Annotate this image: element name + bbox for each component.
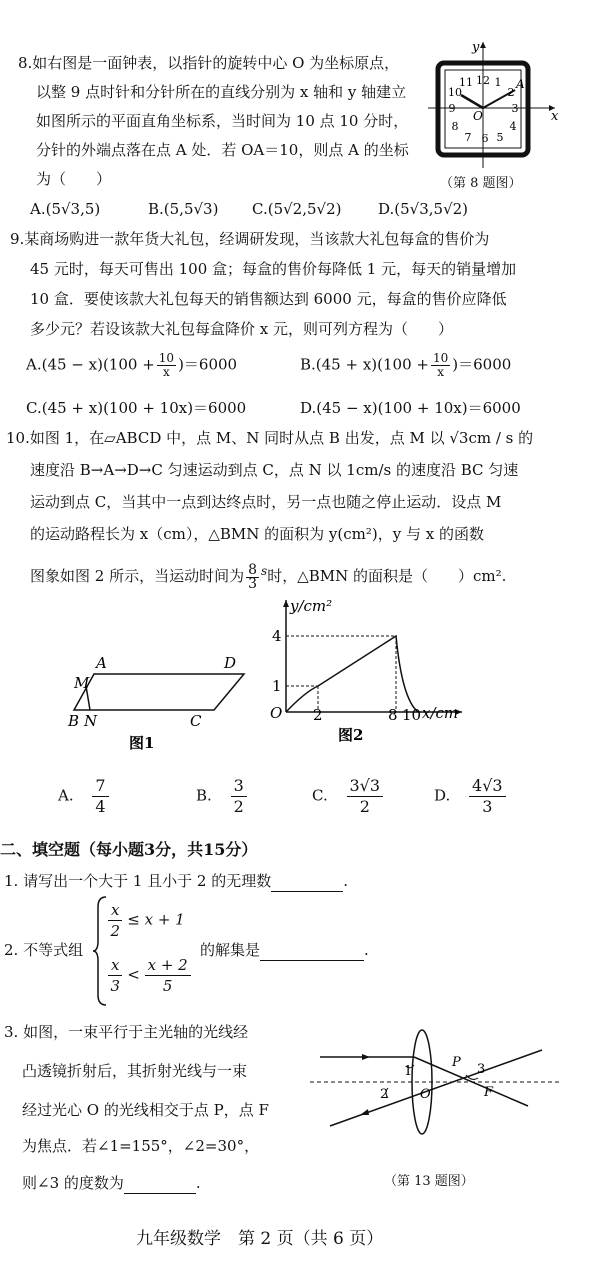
clock-number: 10: [448, 86, 462, 99]
q10-line5-pre: 图象如图 2 所示，当运动时间为: [30, 567, 245, 585]
page-footer: 九年级数学 第 2 页（共 6 页）: [136, 1229, 384, 1249]
q13-line-1: 3. 如图，一束平行于主光轴的光线经: [4, 1023, 249, 1041]
q9-b-den: x: [437, 365, 444, 379]
clock-number: 9: [448, 102, 456, 115]
q13-last-text: 则∠3 的度数为: [22, 1174, 124, 1192]
q10-a-num: 7: [92, 776, 108, 797]
q8-clock-figure: [428, 38, 560, 168]
q10-line-5: [30, 556, 506, 591]
q8-option-b: B.(5,5√3): [148, 200, 219, 218]
q9-line-4: 多少元？若设该款大礼包每盒降价 x 元，则可列方程为（ ）: [30, 320, 453, 338]
q10-time-unit: s: [261, 564, 268, 578]
q12-ineq2-fraction: [108, 955, 122, 996]
q8-line-5: 为（ ）: [36, 170, 112, 188]
q9-line-3: 10 盒．要使该款大礼包每天的销售额达到 6000 元，每盒的售价应降低: [30, 290, 507, 308]
q10-time-den: 3: [248, 575, 258, 592]
fig1-label-d: D: [224, 654, 237, 672]
fig2-origin: O: [270, 704, 283, 722]
q13-label-p: P: [452, 1055, 461, 1070]
q10-time-fraction: [246, 561, 259, 592]
q12-answer-blank: [260, 940, 364, 961]
q9-line-2: 45 元时，每天可售出 100 盒；每盒的售价每降低 1 元，每天的销量增加: [30, 260, 517, 278]
q8-option-d: D.(5√3,5√2): [378, 200, 469, 218]
x-axis-label: x: [551, 109, 559, 124]
origin-label: O: [473, 109, 483, 123]
q13-label-f: F: [484, 1085, 494, 1100]
q13-angle-3: 3: [477, 1062, 486, 1077]
q8-option-a: A.(5√3,5): [30, 200, 101, 218]
q9-a-post: )＝6000: [178, 355, 238, 374]
fig1-label-m: M: [74, 674, 90, 692]
y-axis-label: y: [472, 40, 480, 55]
q12-brace: [92, 895, 108, 1007]
q9-a-pre: A.(45 − x)(100 +: [26, 355, 155, 374]
q12-ineq1-fraction: [108, 900, 122, 941]
q10-option-c: [312, 776, 383, 817]
q10-time-num: 8: [248, 561, 258, 578]
q9-option-a: [26, 352, 237, 379]
q12-ineq2-rden: 5: [162, 977, 173, 995]
q13-angle-1: 1: [404, 1064, 413, 1079]
q11-end: .: [343, 872, 349, 890]
q9-line-1: 9.某商场购进一款年货大礼包，经调研发现，当该款大礼包每盒的售价为: [10, 230, 490, 248]
q8-line-3: 如图所示的平面直角坐标系，当时间为 10 点 10 分时，: [36, 112, 409, 130]
q11-answer-blank: [271, 871, 343, 892]
fig2-y-tick: 1: [272, 677, 282, 695]
clock-number: 6: [481, 132, 489, 145]
q10-b-fraction: [231, 776, 247, 817]
clock-number: 11: [459, 76, 473, 89]
fig2-x-tick: 8: [388, 706, 398, 724]
q9-option-b: [300, 352, 511, 379]
q10-c-letter: C.: [312, 786, 328, 805]
clock-number: 3: [511, 102, 519, 115]
q13-label-o: O: [420, 1087, 431, 1102]
q10-line-1: 10.如图 1，在▱ABCD 中，点 M、N 同时从点 B 出发，点 M 以 √3cm / s 的: [6, 429, 534, 447]
q12-end: .: [364, 941, 369, 959]
q13-line-2: 凸透镜折射后，其折射光线与一束: [22, 1062, 248, 1080]
q9-option-c: C.(45 + x)(100 + 10x)＝6000: [26, 399, 247, 417]
q10-d-letter: D.: [434, 786, 451, 805]
q9-b-post: )＝6000: [452, 355, 512, 374]
fig2-y-tick: 4: [272, 627, 282, 645]
q13-angle-2: 2: [380, 1087, 389, 1102]
clock-number: 5: [496, 131, 504, 144]
q8-figure-caption: （第 8 题图）: [440, 176, 522, 191]
q10-option-b: [196, 776, 247, 817]
q10-a-letter: A.: [58, 786, 74, 805]
q13-lens-figure: [310, 1020, 560, 1140]
q10-c-fraction: [347, 776, 384, 817]
q10-figure-2: [260, 594, 480, 754]
q12-ineq2-rnum: x + 2: [145, 955, 191, 976]
fig1-label-n: N: [84, 712, 98, 730]
q8-line-1: 8.如右图是一面钟表，以指针的旋转中心 O 为坐标原点，: [18, 54, 400, 72]
q9-b-fraction: [431, 352, 450, 379]
clock-number: 7: [464, 131, 472, 144]
point-a-label: A: [516, 77, 525, 91]
q12-ineq1-num: x: [108, 900, 122, 921]
q11-text: 1. 请写出一个大于 1 且小于 2 的无理数: [4, 872, 272, 890]
fig1-label-a: A: [96, 654, 107, 672]
q10-a-fraction: [92, 776, 108, 817]
q8-line-4: 分针的外端点落在点 A 处．若 OA＝10，则点 A 的坐标: [36, 141, 409, 159]
q10-c-den: 2: [359, 797, 370, 816]
q10-b-den: 2: [233, 797, 244, 816]
q10-option-d: [434, 776, 506, 817]
clock-number: 4: [509, 120, 517, 133]
q12-ineq2-rfraction: [145, 955, 191, 996]
fig1-caption: 图1: [129, 734, 155, 752]
q9-option-d: D.(45 − x)(100 + 10x)＝6000: [300, 399, 521, 417]
q13-figure-caption: （第 13 题图）: [384, 1174, 474, 1189]
q12-tail: [200, 940, 369, 961]
q10-option-a: [58, 776, 109, 817]
q12-ineq2-rel: <: [127, 965, 140, 984]
q13-line-3: 经过光心 O 的光线相交于点 P，点 F: [22, 1101, 269, 1119]
q12-ineq1-den: 2: [110, 922, 120, 940]
q12-ineq2-den: 3: [110, 977, 120, 995]
q9-a-den: x: [163, 365, 170, 379]
q10-d-den: 3: [482, 797, 493, 816]
q12-ineq1-rest: ≤ x + 1: [127, 910, 185, 929]
q10-a-den: 4: [95, 797, 106, 816]
fig2-x-tick: 10: [402, 706, 422, 724]
q13-line-5: [22, 1173, 201, 1194]
clock-number: 8: [451, 120, 459, 133]
fig2-y-label: y/cm²: [290, 597, 333, 615]
q10-d-num: 4√3: [469, 776, 506, 797]
fig2-x-tick: 2: [313, 706, 323, 724]
clock-number: 2: [507, 86, 515, 99]
q11: [4, 871, 348, 892]
q9-b-num: 10: [432, 351, 449, 365]
fig2-caption: 图2: [338, 726, 364, 744]
q10-c-num: 3√3: [347, 776, 384, 797]
q10-line-2: 速度沿 B→A→D→C 匀速运动到点 C，点 N 以 1cm/s 的速度沿 BC 匀速: [30, 461, 519, 479]
q13-line-4: 为焦点．若∠1=155°，∠2=30°，: [22, 1137, 260, 1155]
q13-answer-blank: [124, 1173, 196, 1194]
q9-a-num: 10: [158, 351, 175, 365]
fig1-label-b: B: [68, 712, 80, 730]
fig1-label-c: C: [190, 712, 202, 730]
q12-label: 2. 不等式组: [4, 941, 84, 959]
q12-ineq2-num: x: [108, 955, 122, 976]
q12-tail-text: 的解集是: [200, 941, 261, 959]
q10-b-letter: B.: [196, 786, 212, 805]
q8-option-c: C.(5√2,5√2): [252, 200, 342, 218]
q10-line-3: 运动到点 C，当其中一点到达终点时，另一点也随之停止运动．设点 M: [30, 493, 502, 511]
q9-b-pre: B.(45 + x)(100 +: [300, 355, 429, 374]
q12-inequality-2: [108, 955, 191, 996]
fig2-x-label: x/cm: [422, 704, 459, 722]
q13-end: .: [195, 1174, 201, 1192]
q9-a-fraction: [157, 352, 176, 379]
q10-line-4: 的运动路程长为 x（cm），△BMN 的面积为 y(cm²)，y 与 x 的函数: [30, 525, 484, 543]
q10-figure-1: [64, 650, 254, 754]
q12-inequality-1: [108, 900, 185, 941]
q10-b-num: 3: [231, 776, 247, 797]
q10-line5-post: 时，△BMN 的面积是（ ）cm².: [267, 567, 507, 585]
section2-title: 二、填空题（每小题3分，共15分）: [0, 840, 258, 859]
q8-line-2: 以整 9 点时针和分针所在的直线分别为 x 轴和 y 轴建立: [36, 83, 407, 101]
clock-number: 1: [494, 76, 502, 89]
clock-number: 12: [476, 74, 490, 87]
q10-d-fraction: [469, 776, 506, 817]
